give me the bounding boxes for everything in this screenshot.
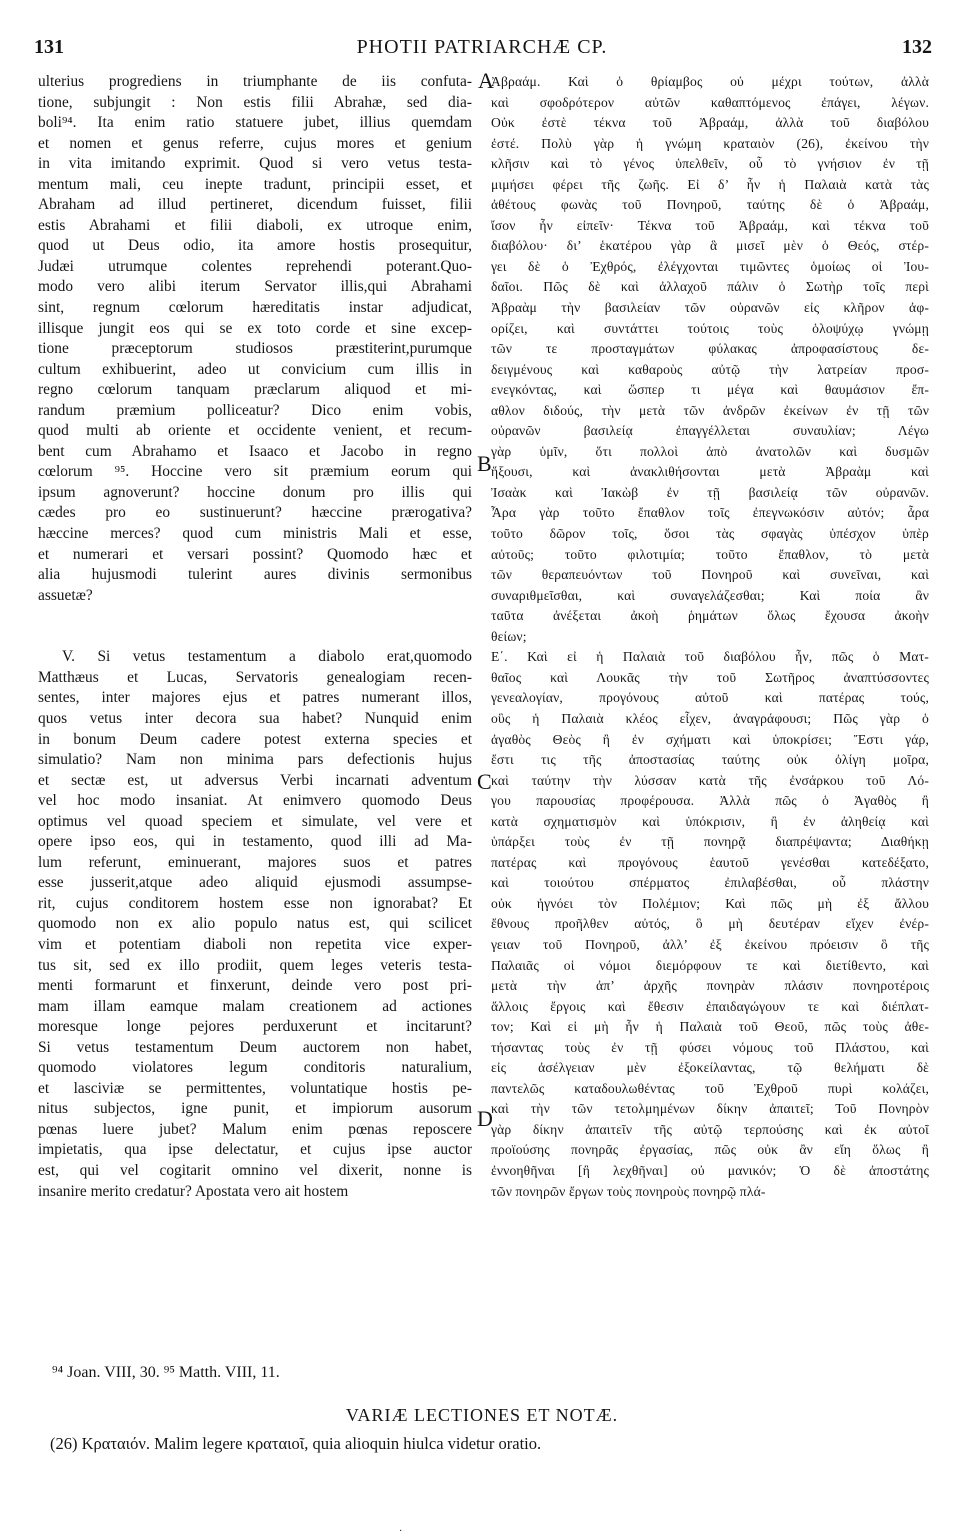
latin-line: opere ipso eos, qui in testamento, quod illi ad Ma- bbox=[38, 833, 472, 851]
latin-line: Matthæus et Lucas, Servatoris genealogiam recen- bbox=[38, 668, 472, 686]
greek-line: κατὰ σχηματισμὸν καὶ ὑπόκρισιν, ἢ ἐν ἀληθείᾳ καὶ bbox=[491, 813, 929, 829]
latin-line: ulterius progrediens in triumphante de iis confuta- bbox=[38, 73, 472, 90]
latin-line: quod ut Deus odio, ita amore hostis prosequitur, bbox=[38, 237, 472, 255]
greek-line: τήσαντας τοὺς ἐν τῇ φύσει νόμους τοῦ Πλάστου, καὶ bbox=[491, 1039, 929, 1055]
latin-line: insanire merito credatur? Apostata vero ait hostem bbox=[38, 1182, 349, 1200]
greek-line: οὐκ ἠγνόει τὸν Πολέμιον; Καὶ πῶς μὴ ἐξ ἄλλου bbox=[491, 895, 929, 911]
greek-line: ὑπάρξει τοὺς ἐν τῇ πονηρᾷ διαπρέψαντα; Διαθήκῃ bbox=[491, 834, 929, 850]
greek-line: μετὰ τὴν ἀπ’ ἀρχῆς πονηρὰν πλάσιν πονηροτέροις bbox=[491, 978, 929, 994]
latin-column bbox=[38, 72, 472, 1202]
latin-line: lum referunt, eminuerant, majores suos et patres bbox=[38, 853, 472, 871]
latin-line: menti formarunt et finxerunt, deinde vero post pri- bbox=[38, 977, 472, 995]
latin-line: vel hoc modo insaniat. At enimvero quomodo Deus bbox=[38, 792, 472, 810]
latin-line: regno cœlorum tanquam præclarum aliquod et mi- bbox=[38, 381, 472, 399]
greek-line: θείων; bbox=[491, 628, 527, 644]
greek-line: ἐστέ. Πολὺ γὰρ ἡ γνώμη κραταιὸν (26), ἐκείνου τὴν bbox=[491, 135, 929, 151]
latin-line: cultum exhibuerint, adeo ut convicium cum illis in bbox=[38, 360, 472, 378]
latin-line: in vita imitando exprimit. Quod si vero vetus testa- bbox=[38, 155, 472, 173]
greek-line: δαῖοι. Πῶς δὲ καὶ ἀλλαχοῦ πάλιν ὁ Σωτὴρ τοῖς περὶ bbox=[491, 279, 929, 295]
latin-line: cœlorum ⁹⁵. Hoccine vero sit præmium eorum qui bbox=[38, 463, 472, 481]
latin-line: est, qui vel cogitarit omnino vel dixerit, nonne is bbox=[38, 1161, 472, 1179]
paragraph-gap bbox=[38, 606, 472, 627]
greek-line: καὶ ταύτην τὴν λύσσαν κατὰ τῆς ἐνσάρκου τοῦ Λό- bbox=[491, 772, 929, 788]
margin-marker-b: B bbox=[477, 451, 492, 476]
paragraph-gap bbox=[38, 627, 472, 648]
latin-line: rit, cujus conditorem hostem esse non ignorabat? Et bbox=[38, 894, 472, 912]
latin-line: simulatio? Nam non minima pars defectionis hujus bbox=[38, 751, 472, 769]
latin-line: in bonum Deum cadere potest externa species et bbox=[38, 730, 472, 748]
latin-line: alia hujusmodi tulerint aures divinis sermonibus bbox=[38, 566, 472, 584]
greek-line: ἐννοηθῆναι [ἢ λεχθῆναι] οὐ μανικόν; Ὁ δὲ ἀποστάτης bbox=[491, 1162, 929, 1178]
greek-line: τῶν θεραπευόντων τοῦ Πονηροῦ καὶ συνεῖναι, καὶ bbox=[491, 567, 929, 583]
latin-line: vim et potentiam diaboli non repetita vice exper- bbox=[38, 935, 472, 953]
greek-line: ἔθνους προῆλθεν αὐτός, ὃ μὴ δευτέραν εἴχεν ἐνέρ- bbox=[491, 916, 929, 932]
latin-line: tus sit, sed ex illo prodiit, quem leges veteris testa- bbox=[38, 956, 472, 974]
greek-line: ἀθέτους φωνὰς τοῦ Πονηροῦ, ταύτης δὲ ὁ Ἀβραάμ, bbox=[491, 197, 929, 213]
bottom-mark: · bbox=[399, 1526, 403, 1537]
page-number-right: 132 bbox=[902, 36, 932, 58]
greek-line: Ἀβραὰμ τὴν βασιλείαν τῶν οὐρανῶν εἰς κλῆρον ἀφ- bbox=[491, 300, 929, 316]
greek-line: αὐτοῦς; τοῦτο φιλοτιμία; τοῦτο ἔπαθλον, τὸ μετὰ bbox=[491, 546, 929, 562]
latin-line: Si vetus testamentum Deum auctorem non habet, bbox=[38, 1038, 472, 1056]
greek-line: Ἰσαὰκ καὶ Ἰακὼβ ἐν τῇ βασιλείᾳ τῶν οὐρανῶν. bbox=[491, 484, 929, 500]
latin-line: estis Abrahami et filii diaboli, ex utroque enim, bbox=[38, 216, 472, 234]
latin-line: tione præceptorum studiosos præstiterint,purumque bbox=[38, 340, 472, 358]
greek-line: γει δὲ ὁ Ἐχθρός, ἐλέγχονται τιμῶντες ὁμοίως οἱ Ἰου- bbox=[491, 258, 929, 274]
greek-line: εἰς ἀσέλγειαν μὲν ἐξοκείλαντας, τῷ θελήματι δὲ bbox=[491, 1060, 929, 1076]
greek-line: καὶ τὴν τῶν τετολμημένων δίκην ἀπαιτεῖ; Τοῦ Πονηρὸν bbox=[491, 1101, 929, 1117]
latin-line: Judæi utrumque colentes reprehendi poterant.Quo- bbox=[38, 257, 472, 275]
latin-line: nitus subjectos, igne punit, et impiorum ausorum bbox=[38, 1100, 472, 1118]
page-header bbox=[30, 36, 934, 62]
latin-line: illisque jungit eos qui se ex toto corde et sine excep- bbox=[38, 319, 472, 337]
latin-line: sint, regnum cœlorum hæreditatis instar adjudicat, bbox=[38, 299, 472, 317]
greek-line: Παλαιᾶς οἱ νόμοι διεμόρφουν τε καὶ διετίθεντο, καὶ bbox=[491, 957, 929, 973]
greek-line: γου παρουσίας προφέρουσα. Ἀλλὰ πῶς ὁ Ἀγαθὸς ἢ bbox=[491, 793, 929, 809]
greek-line: μιμήσει φέρει τῆς ζωῆς. Εἰ δ’ ἦν ἡ Παλαιὰ κατὰ τὰς bbox=[491, 176, 929, 192]
latin-line: et sectæ est, ut adversus Verbi incarnati adventum bbox=[38, 771, 472, 789]
greek-line: γὰρ δίκην ἀπαιτεῖν τῆς αὐτῷ τερπούσης καὶ ἐκ αὐτοῖ bbox=[491, 1121, 929, 1137]
latin-line: quomodo violatores legum conditoris naturalium, bbox=[38, 1059, 472, 1077]
greek-line: τοῦτο δῶρον τοῖς, ὅσοι τὰς σφαγὰς ὑπέσχον ὑπὲρ bbox=[491, 526, 929, 542]
latin-line: hæccine merces? quod cum ministris Mali et esse, bbox=[38, 525, 472, 543]
greek-line: οὐρανῶν βασιλείᾳ ἐπαγγέλλεται συναυλίαν; Λέγω bbox=[491, 423, 929, 439]
greek-line: γενεαλογίαν, προγόνους αὐτοῦ καὶ πατέρας τούς, bbox=[491, 690, 929, 706]
greek-line: πατέρας καὶ προγόνους ἑαυτοῦ γενέσθαι κατεδέξατο, bbox=[491, 854, 929, 870]
greek-line: ἄλλοις ἔργοις καὶ ἔθεσιν ἐπαιδαγώγουν τε καὶ διέπλατ- bbox=[491, 998, 929, 1014]
latin-line: pœnas luere jubet? Malum enim pœnas reposcere bbox=[38, 1120, 472, 1138]
greek-line: γειαν τοῦ Πονηροῦ, ἀλλ’ ἐξ ἐκείνου πρόεισιν ὃ τῆς bbox=[491, 936, 929, 952]
latin-line: ipsum agnoverunt? hoccine donum pro illis qui bbox=[38, 483, 472, 501]
greek-line: Ε΄. Καὶ εἰ ἡ Παλαιὰ τοῦ διαβόλου ἦν, πῶς ὁ Ματ- bbox=[491, 649, 929, 665]
latin-line: mam illam eamque malam creationem ad actiones bbox=[38, 997, 472, 1015]
footnotes: ⁹⁴ Joan. VIII, 30. ⁹⁵ Matth. VIII, 11. bbox=[52, 1364, 280, 1381]
greek-line: Οὐκ ἐστὲ τέκνα τοῦ Ἀβραάμ, ἀλλὰ τοῦ διαβόλου bbox=[491, 115, 929, 131]
latin-line: et lasciviæ se permittentes, voluntatique hostis pe- bbox=[38, 1079, 472, 1097]
variae-note: (26) Κραταιόν. Malim legere κραταιοῖ, quia alioquin hiulca videtur oratio. bbox=[50, 1434, 542, 1453]
greek-line: ἔστι τις τῆς ἀποστασίας ταύτης οὐκ ὀλίγη μοῖρα, bbox=[491, 752, 929, 768]
greek-line: καὶ τοιούτου σπέρματος ἐπιλαβέσθαι, οὗ πλάστην bbox=[491, 875, 929, 891]
latin-line: tione, subjungit : Non estis filii Abrahæ, sed dia- bbox=[38, 93, 472, 111]
greek-line: τῶν τε προσταγμάτων φύλακας ἀπροφασίστους δε- bbox=[491, 341, 929, 357]
latin-line: sentes, inter majores ejus et patres numerant illos, bbox=[38, 689, 472, 707]
margin-marker-d: D bbox=[477, 1106, 493, 1131]
greek-line: καὶ σφοδρότερον αὐτῶν καθαπτόμενος ἐπάγει, λέγων. bbox=[491, 94, 929, 110]
greek-line: αθλον διδούς, τὴν μετὰ τῶν ἀνδρῶν ἐκείνων ἐν τῇ τῶν bbox=[491, 402, 929, 418]
greek-line: Ἀβραάμ. Καὶ ὁ θρίαμβος οὐ μέχρι τούτων, ἀλλὰ bbox=[491, 74, 929, 89]
greek-line: θαῖος καὶ Λουκᾶς τὴν τοῦ Σωτῆρος ἀναπτύσσοντες bbox=[491, 669, 929, 685]
latin-line: cædes pro eo sustinuerunt? hæccine prærogativa? bbox=[38, 504, 472, 522]
greek-line: παντελῶς καταδουλωθέντας τοῦ Ἐχθροῦ πυρὶ κολάζει, bbox=[491, 1080, 929, 1096]
greek-line: προϊούσης πονηρᾶς ἐργασίας, πῶς οὐκ ἂν εἴη ὅλως ἢ bbox=[491, 1142, 929, 1158]
latin-line: et numerari et versari possint? Quomodo hæc et bbox=[38, 545, 472, 563]
greek-line: διαβόλου· δι’ ἑκατέρου γὰρ ἃ μισεῖ μὲν ὁ Θεός, στέρ- bbox=[491, 238, 929, 254]
margin-marker-c: C bbox=[477, 769, 492, 794]
greek-line: ορίζει, καὶ συντάττει τούτοις τοὺς ὁλοψύχῳ γνώμῃ bbox=[491, 320, 929, 336]
variae-title: VARIÆ LECTIONES ET NOTÆ. bbox=[345, 1405, 619, 1425]
latin-line: quod multi ab oriente et occidente venient, et recum- bbox=[38, 422, 472, 440]
latin-line: mentum mali, ceu inepte tradunt, principii esset, et bbox=[38, 175, 472, 193]
latin-line: impietatis, qua ipse delectatur, et cujus ipse auctor bbox=[38, 1141, 472, 1159]
latin-line: quos vetus inter decora sua habet? Nunquid enim bbox=[38, 709, 472, 727]
greek-line: κλῆσιν καὶ τὸ γένος ὑπελθεῖν, οὗ τὸ γνήσιον ἐν τῇ bbox=[491, 156, 929, 172]
page-number-left: 131 bbox=[34, 36, 64, 58]
latin-section-2 bbox=[38, 647, 472, 1202]
margin-marker-a: A bbox=[478, 68, 494, 93]
greek-line: οὓς ἡ Παλαιὰ κλέος εἶχεν, ἀναγράφουσι; Πῶς γὰρ ὁ bbox=[491, 710, 929, 726]
latin-line: Abraham ad illud pertineret, dicendum fuisset, filii bbox=[38, 196, 472, 214]
greek-line: ενεγκόντας, καὶ ὥσπερ τι μέγα καὶ θαυμάσιον ἔπ- bbox=[491, 382, 929, 398]
latin-line: moresque longe pejores perduxerunt et incitarunt? bbox=[38, 1018, 472, 1036]
latin-line: optimus vel quoad speciem et simulate, vel vere et bbox=[38, 812, 472, 830]
greek-line: Ἆρα γὰρ τοῦτο ἔπαθλον τοῖς ἐπεγνωκόσιν αὐτόν; ἆρα bbox=[491, 505, 929, 521]
latin-section-1 bbox=[38, 72, 472, 606]
greek-line: ἀγαθὸς Θεὸς ἢ ἐν σχήματι καὶ ὑποκρίσει; Ἔστι γάρ, bbox=[491, 731, 929, 747]
latin-line: bent cum Abrahamo et Isaaco et Jacobo in regno bbox=[38, 442, 472, 460]
running-title: PHOTII PATRIARCHÆ CP. bbox=[356, 36, 608, 58]
latin-line: esse jusserit,atque adeo aliquid ejusmodi assumpse- bbox=[38, 874, 472, 892]
latin-line: quomodo non ex alio populo natus est, qui scilicet bbox=[38, 915, 472, 933]
greek-line: συναριθμεῖσθαι, καὶ συναγελάζεσθαι; Καὶ ποία ἂν bbox=[491, 587, 929, 603]
latin-line: assuetæ? bbox=[38, 586, 93, 604]
greek-column bbox=[491, 72, 929, 1202]
greek-line: ταῦτα ἀνέξεται ἀκοὴ ῥημάτων ὅλως ἔχουσα ἀκοὴν bbox=[491, 608, 929, 624]
greek-line: ἴσον ἦν εἰπεῖν· Τέκνα τοῦ Ἀβραάμ, καὶ τέκνα τοῦ bbox=[491, 217, 929, 233]
latin-line: randum præmium polliceatur? Dico enim vobis, bbox=[38, 401, 472, 419]
greek-line: ἥξουσι, καὶ ἀνακλιθήσονται μετὰ Ἀβραὰμ καὶ bbox=[491, 464, 929, 480]
latin-line: boli⁹⁴. Ita enim ratio statuere jubet, illius quemdam bbox=[38, 114, 472, 132]
latin-line: V. Si vetus testamentum a diabolo erat,quomodo bbox=[62, 648, 472, 666]
greek-line: τον; Καὶ εἰ μὴ ἦν ἡ Παλαιὰ τοῦ Θεοῦ, πῶς τοὺς ἀθε- bbox=[491, 1019, 929, 1035]
latin-line: et nomen et genus referre, cujus mores et genium bbox=[38, 134, 472, 152]
greek-line: γὰρ ὑμῖν, ὅτι πολλοὶ ἀπὸ ἀνατολῶν καὶ δυσμῶν bbox=[491, 443, 929, 459]
greek-line: τῶν πονηρῶν ἔργων τοὺς πονηροὺς πονηρῷ πλά- bbox=[491, 1183, 766, 1199]
latin-line: modo vero alibi iterum Servator illis,qui Abrahami bbox=[38, 278, 472, 296]
greek-line: δειγμένους καὶ καθαροὺς αὐτῷ τὴν λατρείαν προσ- bbox=[491, 361, 929, 377]
